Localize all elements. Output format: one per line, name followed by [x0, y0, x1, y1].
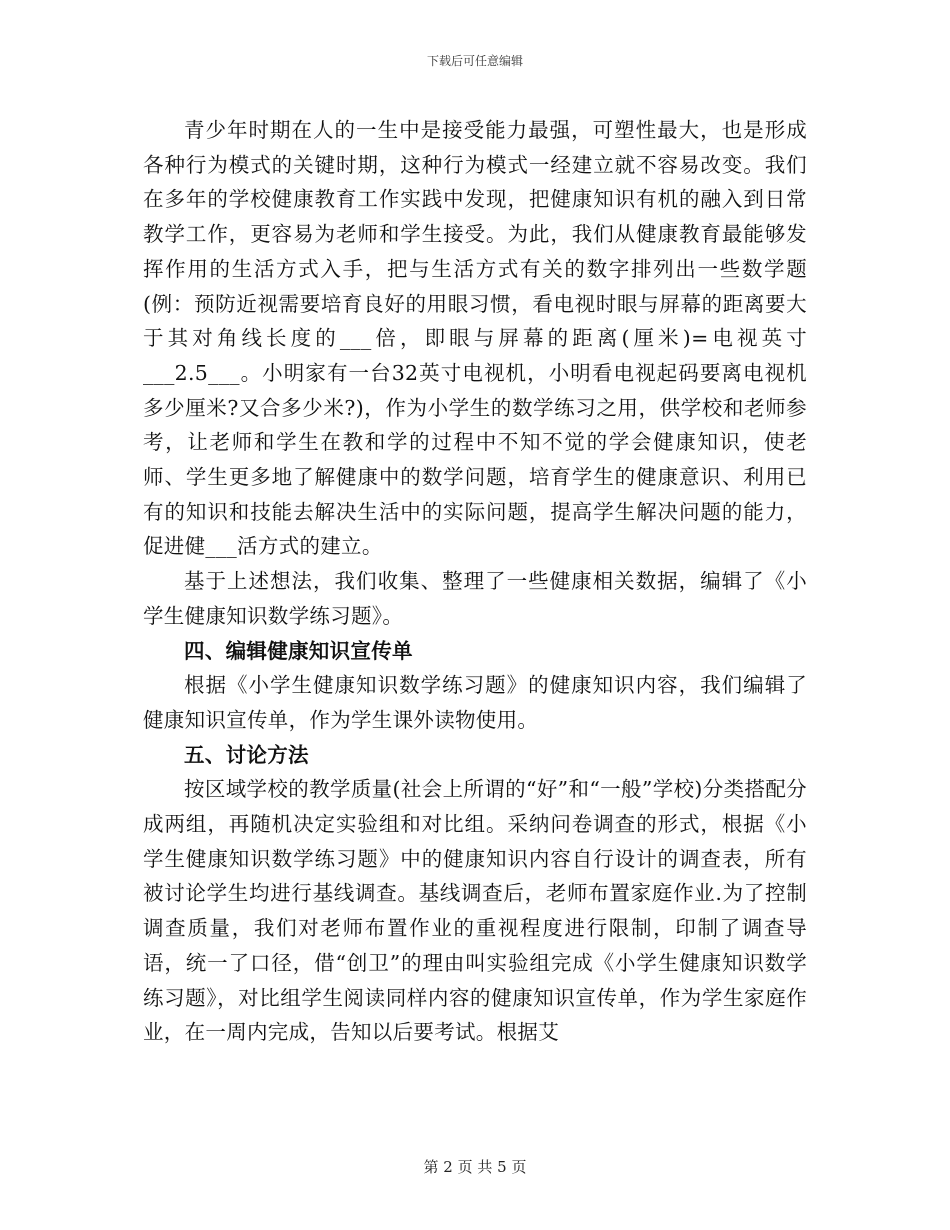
section-heading-four: 四、编辑健康知识宣传单 — [184, 638, 413, 663]
page-number: 第 2 页 共 5 页 — [423, 1158, 527, 1176]
paragraph-methods: 按区域学校的教学质量(社会上所谓的“好”和“一般”学校)分类搭配分成两组，再随机决定实验组和对比组。采纳问卷调查的形式，根据《小学生健康知识数学练习题》中的健康知识内容自行设计的调查表，所有被讨论学生均进行基线调查。基线调查后，老师布置家庭作业.为了控制调查质量，我们对老师布置作业的重视程度进行限制，印制了调查导语，统一了口径，借“创卫”的理由叫实验组完成《小学生健康知识数学练习题》，对比组学生阅读同样内容的健康知识宣传单，作为学生家庭作业，在一周内完成，告知以后要考试。根据艾 — [143, 777, 807, 1045]
paragraph-leaflet: 根据《小学生健康知识数学练习题》的健康知识内容，我们编辑了健康知识宣传单，作为学生课外读物使用。 — [143, 673, 807, 732]
paragraph-compilation: 基于上述想法，我们收集、整理了一些健康相关数据，编辑了《小学生健康知识数学练习题》。 — [143, 569, 807, 628]
section-heading-five: 五、讨论方法 — [184, 742, 309, 767]
document-body — [143, 113, 807, 1050]
page-header: 下载后可任意编辑 — [426, 54, 523, 68]
paragraph-intro: 青少年时期在人的一生中是接受能力最强，可塑性最大，也是形成各种行为模式的关键时期，这种行为模式一经建立就不容易改变。我们在多年的学校健康教育工作实践中发现，把健康知识有机的融入到日常教学工作，更容易为老师和学生接受。为此，我们从健康教育最能够发挥作用的生活方式入手，把与生活方式有关的数字排列出一些数学题(例：预防近视需要培育良好的用眼习惯，看电视时眼与屏幕的距离要大于其对角线长度的___倍，即眼与屏幕的距离(厘米)=电视英寸___2.5___。小明家有一台32英寸电视机，小明看电视起码要离电视机多少厘米?又合多少米?)，作为小学生的数学练习之用，供学校和老师参考，让老师和学生在教和学的过程中不知不觉的学会健康知识，使老师、学生更多地了解健康中的数学问题，培育学生的健康意识、利用已有的知识和技能去解决生活中的实际问题，提高学生解决问题的能力，促进健___活方式的建立。 — [143, 118, 807, 559]
